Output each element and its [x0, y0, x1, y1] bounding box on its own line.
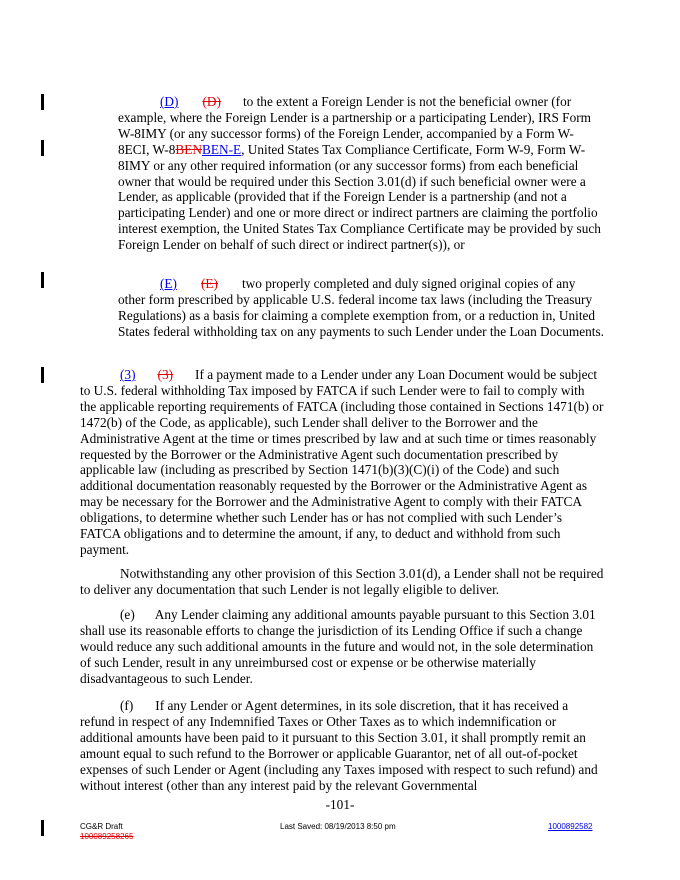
change-bar	[41, 820, 44, 836]
paragraph-text: Notwithstanding any other provision of this Section 3.01(d), a Lender shall not be required to deliver any documentation that such Lender is not legally eligible to deliver.	[80, 566, 604, 597]
footer-left	[80, 822, 133, 842]
draft-label: CG&R Draft	[80, 822, 123, 831]
paragraph-e	[80, 607, 604, 687]
paragraph-text: to the extent a Foreign Lender is not the beneficial owner (for example, where the Foreign Lender is a partnership or a participating Lender), IRS Form W-8IMY (or any successor forms) of the Foreign Lender, accompanied by a Form W-8ECI, W-8	[118, 94, 591, 157]
paragraph-text: If a payment made to a Lender under any Loan Document would be subject to U.S. federal withholding Tax imposed by FATCA if such Lender were to fail to comply with the applicable reporting requirements of FATCA (including those contained in Sections 1471(b) or 1472(b) of the Code, as applicable), such Lender shall deliver to the Borrower and the Administrative Agent at the time or times prescribed by law and at such time or times reasonably requested by the Borrower or the Administrative Agent such documentation prescribed by applicable law (including as prescribed by Section 1471(b)(3)(C)(i) of the Code) and such additional documentation reasonably requested by the Borrower or the Administrative Agent as may be necessary for the Borrower and the Administrative Agent to comply with their FATCA obligations, to determine whether such Lender has or has not complied with such Lender’s FATCA obligations and to determine the amount, if any, to deduct and withhold from such payment.	[80, 367, 604, 557]
deleted-label: (3)	[157, 367, 174, 382]
paragraph-d	[118, 94, 604, 253]
last-saved: Last Saved: 08/19/2013 8:50 pm	[280, 822, 396, 831]
paragraph-text: , United States Tax Compliance Certificate, Form W-9, Form W-8IMY or any other required information (or any successor forms) from each beneficial owner that would be required under this Section 3.01(d) if such beneficial owner were a Lender, as applicable (provided that if the Foreign Lender is a partnership (and not a participating Lender) and one or more direct or indirect partners are claiming the portfolio interest exemption, the United States Tax Compliance Certificate may be provided by such Foreign Lender on behalf of such direct or indirect partner(s)), or	[118, 141, 601, 253]
paragraph-label: (e)	[120, 607, 135, 622]
paragraph-notwithstanding	[80, 566, 604, 598]
paragraph-text: Any Lender claiming any additional amounts payable pursuant to this Section 3.01 shall use its reasonable efforts to change the jurisdiction of its Lending Office if such a change would reduce any such additional amounts in the future and would not, in the sole determination of such Lender, result in any unreimbursed cost or expense or be otherwise materially disadvantageous to such Lender.	[80, 607, 596, 686]
paragraph-3	[80, 367, 604, 558]
inserted-label: (3)	[120, 367, 136, 382]
paragraph-text: two properly completed and duly signed original copies of any other form prescribed by applicable U.S. federal income tax laws (including the Treasury Regulations) as a basis for claiming a complete exemption from, or a reduction in, United States federal withholding tax on any payments to such Lender under the Loan Documents.	[118, 276, 604, 339]
paragraph-f	[80, 698, 604, 793]
change-bar	[41, 272, 44, 288]
deleted-label: (E)	[200, 276, 218, 291]
document-id: 1000892582	[548, 822, 593, 831]
change-bar	[41, 140, 44, 156]
deleted-label: (D)	[202, 94, 221, 109]
page-number: -101-	[325, 797, 355, 812]
deleted-text: BEN	[175, 141, 202, 157]
change-bar	[41, 94, 44, 110]
paragraph-text: If any Lender or Agent determines, in its sole discretion, that it has received a refund in respect of any Indemnified Taxes or Other Taxes as to which indemnification or additional amounts have been paid to it pursuant to this Section 3.01, it shall promptly remit an amount equal to such refund to the Borrower or applicable Guarantor, net of all out-of-pocket expenses of such Lender or Agent (including any Taxes imposed with respect to such refund) and without interest (other than any interest paid by the relevant Governmental	[80, 698, 598, 793]
old-document-id: 100089258265	[80, 832, 134, 841]
paragraph-label: (f)	[120, 698, 134, 713]
change-bar	[41, 367, 44, 383]
inserted-label: (D)	[160, 94, 179, 109]
paragraph-e-sub	[118, 276, 604, 340]
inserted-text: BEN-E	[201, 141, 242, 157]
inserted-label: (E)	[160, 276, 177, 291]
